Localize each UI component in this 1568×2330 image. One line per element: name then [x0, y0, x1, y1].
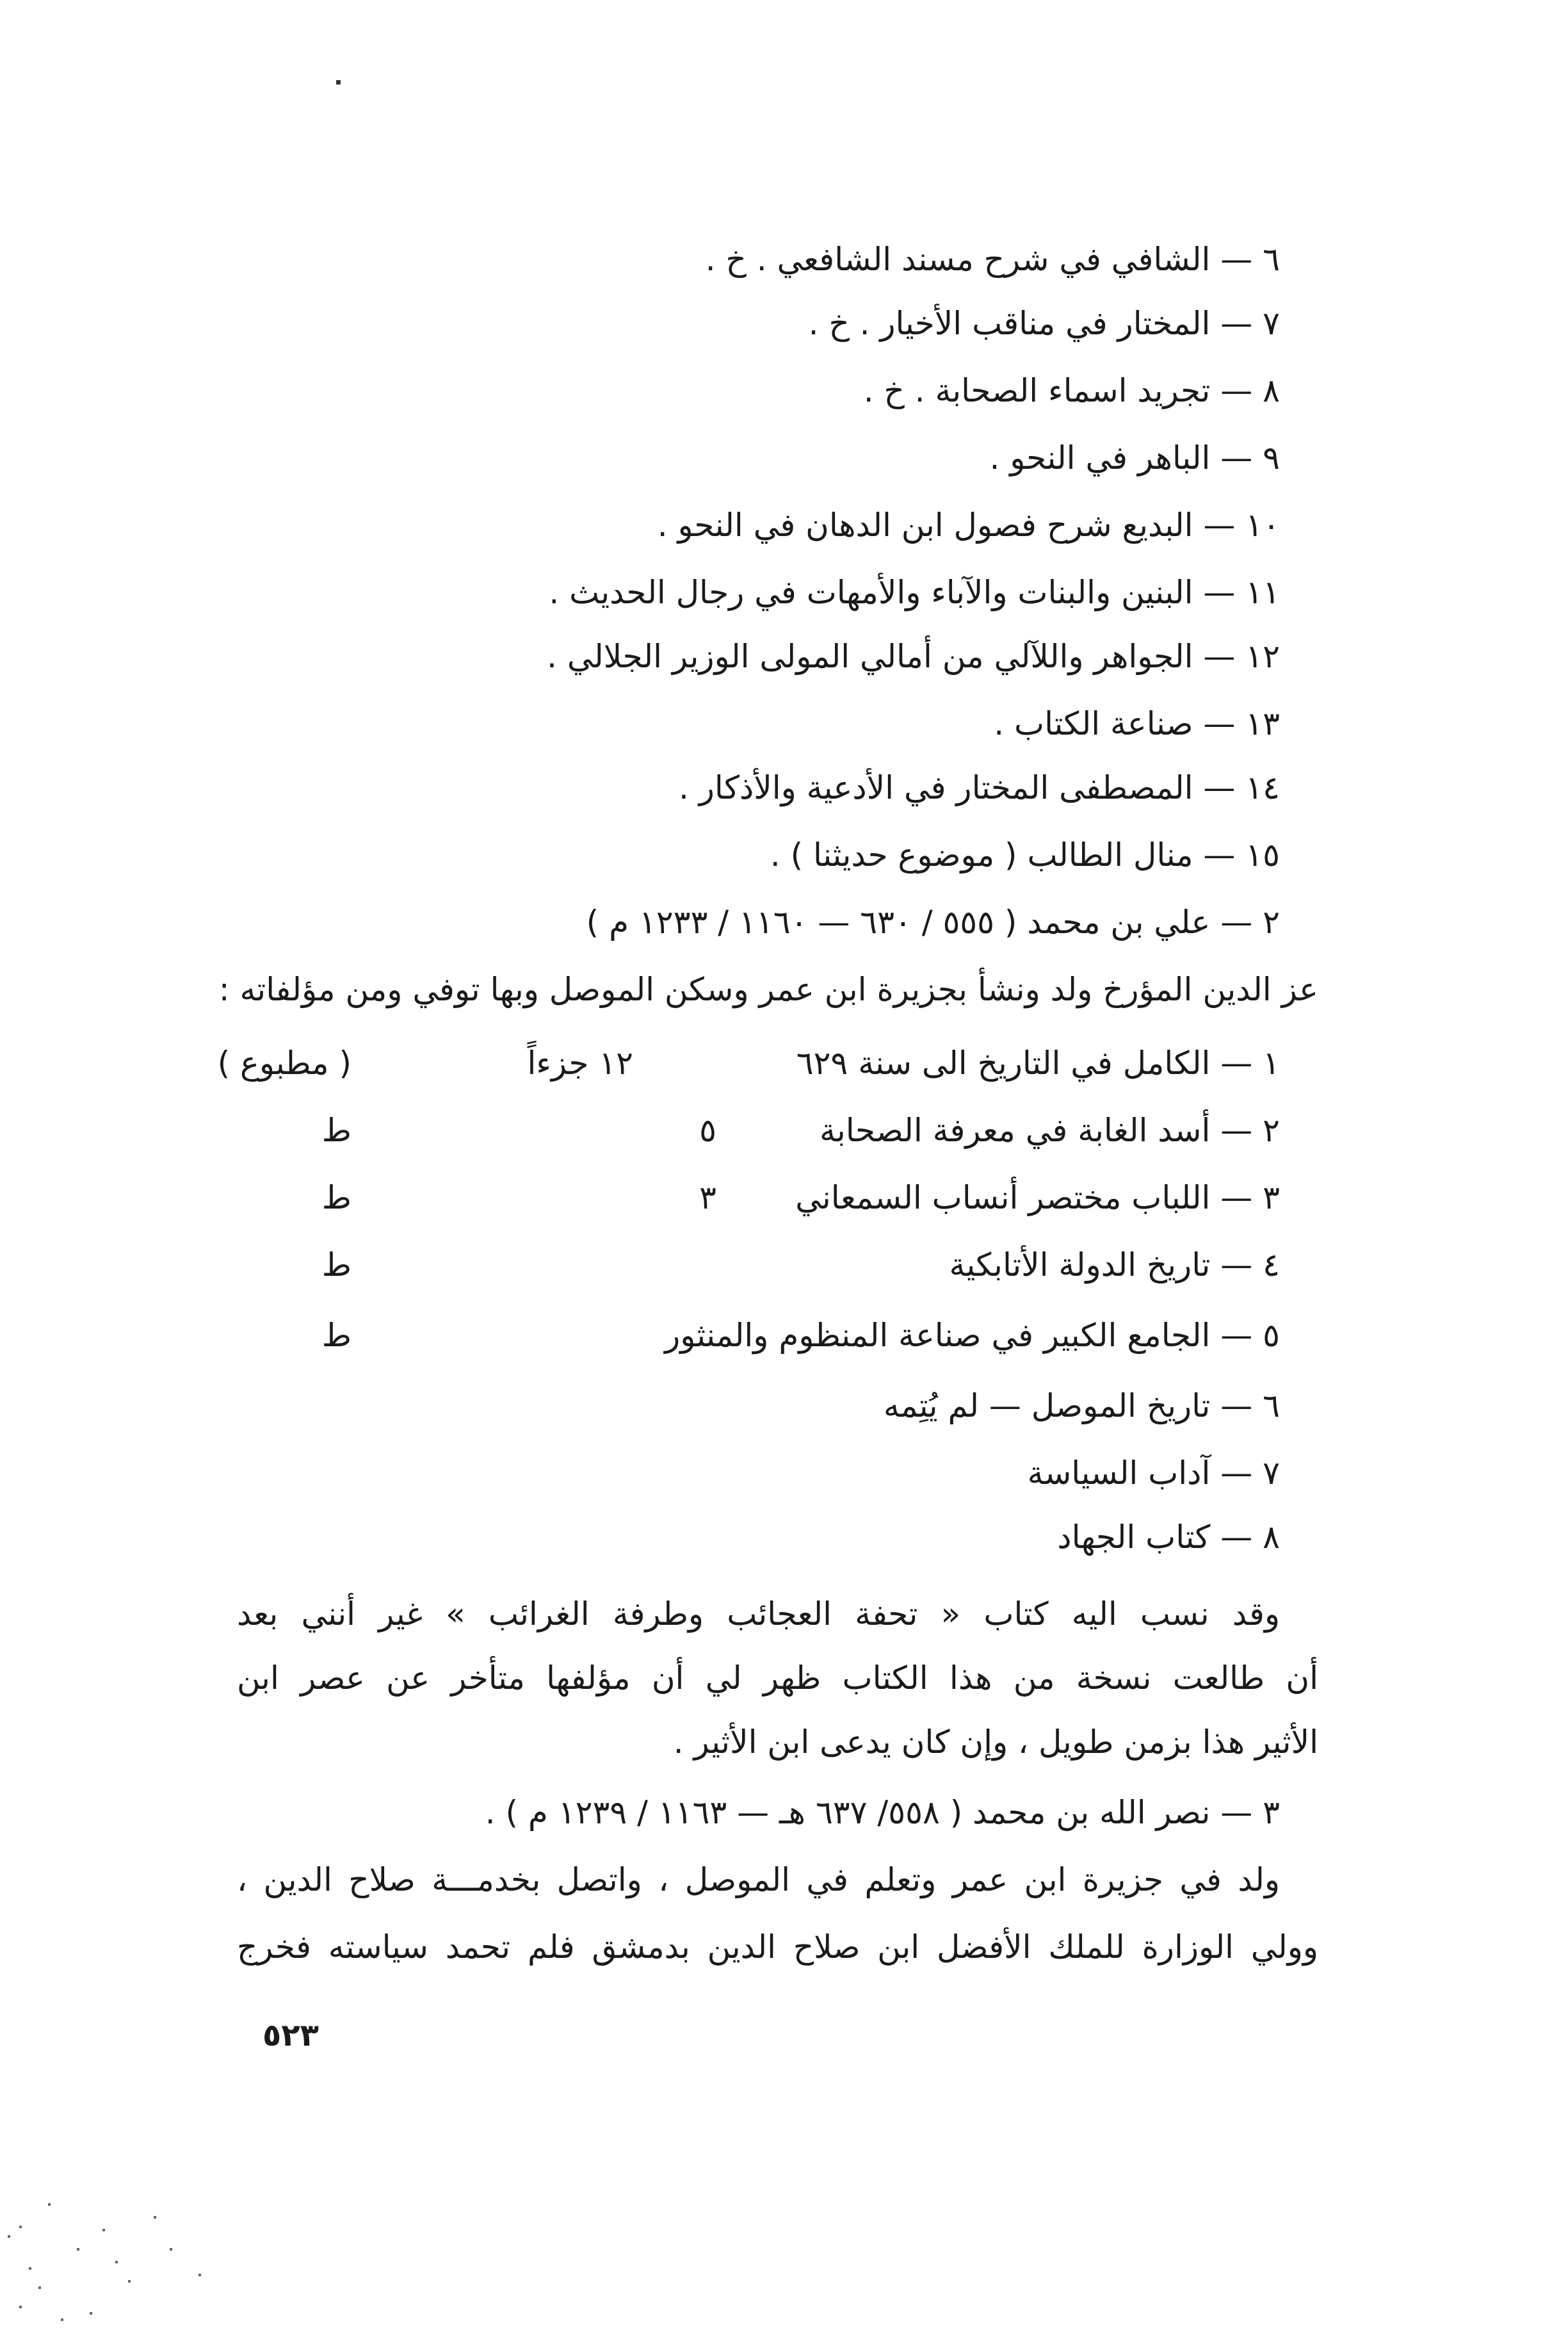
status: ط — [321, 1246, 352, 1283]
person-intro: عز الدين المؤرخ ولد ونشأ بجزيرة ابن عمر وسكن الموصل وبها توفي ومن مؤلفاته : — [218, 971, 1318, 1008]
table-row: ٧ — آداب السياسة — [1027, 1454, 1280, 1492]
list-item: ٧ — المختار في مناقب الأخيار . خ . — [808, 305, 1280, 342]
status: ( مطبوع ) — [217, 1045, 352, 1082]
list-item: ١٤ — المصطفى المختار في الأدعية والأذكار . — [678, 769, 1280, 806]
person-heading: ٢ — علي بن محمد ( ٥٥٥ / ٦٣٠ — ١١٦٠ / ١٢٣٣ م ) — [586, 904, 1280, 941]
table-row: ٢ — أسد الغابة في معرفة الصحابة ٥ ط — [191, 1105, 1280, 1156]
list-item: ١٠ — البديع شرح فصول ابن الدهان في النحو . — [657, 507, 1280, 544]
status: ط — [321, 1112, 352, 1149]
paragraph-line: ولد في جزيرة ابن عمر وتعلم في الموصل ، واتصل بخدمـــة صلاح الدين ، — [237, 1861, 1280, 1898]
list-item: ١١ — البنين والبنات والآباء والأمهات في رجال الحديث . — [549, 574, 1280, 611]
table-row: ٣ — اللباب مختصر أنساب السمعاني ٣ ط — [191, 1172, 1280, 1223]
paragraph-line: وقد نسب اليه كتاب « تحفة العجائب وطرفة الغرائب » غير أنني بعد — [237, 1595, 1280, 1633]
scan-speck — [336, 80, 341, 85]
page-number: ٥٢٣ — [263, 2017, 319, 2053]
list-item: ٨ — تجريد اسماء الصحابة . خ . — [863, 372, 1280, 409]
paragraph-line: أن طالعت نسخة من هذا الكتاب ظهر لي أن مؤلفها متأخر عن عصر ابن — [237, 1659, 1318, 1697]
list-item: ١٢ — الجواهر واللآلي من أمالي المولى الوزير الجلالي . — [547, 638, 1280, 675]
list-item: ٦ — الشافي في شرح مسند الشافعي . خ . — [705, 241, 1280, 278]
volumes: ١٢ جزءاً — [527, 1045, 633, 1082]
scan-noise — [0, 2190, 384, 2330]
table-row: ١ — الكامل في التاريخ الى سنة ٦٢٩ ١٢ جزءاً ( مطبوع ) — [191, 1038, 1280, 1089]
volumes: ٣ — [699, 1179, 716, 1216]
table-row: ٦ — تاريخ الموصل — لم يُتِمه — [883, 1387, 1280, 1424]
table-row: ٤ — تاريخ الدولة الأتابكية ط — [191, 1239, 1280, 1291]
list-item: ٩ — الباهر في النحو . — [989, 439, 1280, 477]
status: ط — [321, 1317, 352, 1354]
list-item: ١٣ — صناعة الكتاب . — [994, 705, 1280, 742]
table-row: ٨ — كتاب الجهاد — [1057, 1519, 1280, 1556]
person-heading: ٣ — نصر الله بن محمد ( ٥٥٨/ ٦٣٧ هـ — ١١٦٣ / ١٢٣٩ م ) . — [485, 1794, 1280, 1831]
paragraph-line: الأثير هذا بزمن طويل ، وإن كان يدعى ابن الأثير . — [673, 1723, 1318, 1761]
list-item: ١٥ — منال الطالب ( موضوع حديثنا ) . — [770, 836, 1280, 874]
volumes: ٥ — [699, 1112, 716, 1149]
table-row: ٥ — الجامع الكبير في صناعة المنظوم والمنثور ط — [191, 1310, 1280, 1361]
status: ط — [321, 1179, 352, 1216]
paragraph-line: وولي الوزارة للملك الأفضل ابن صلاح الدين بدمشق فلم تحمد سياسته فخرج — [237, 1928, 1318, 1966]
